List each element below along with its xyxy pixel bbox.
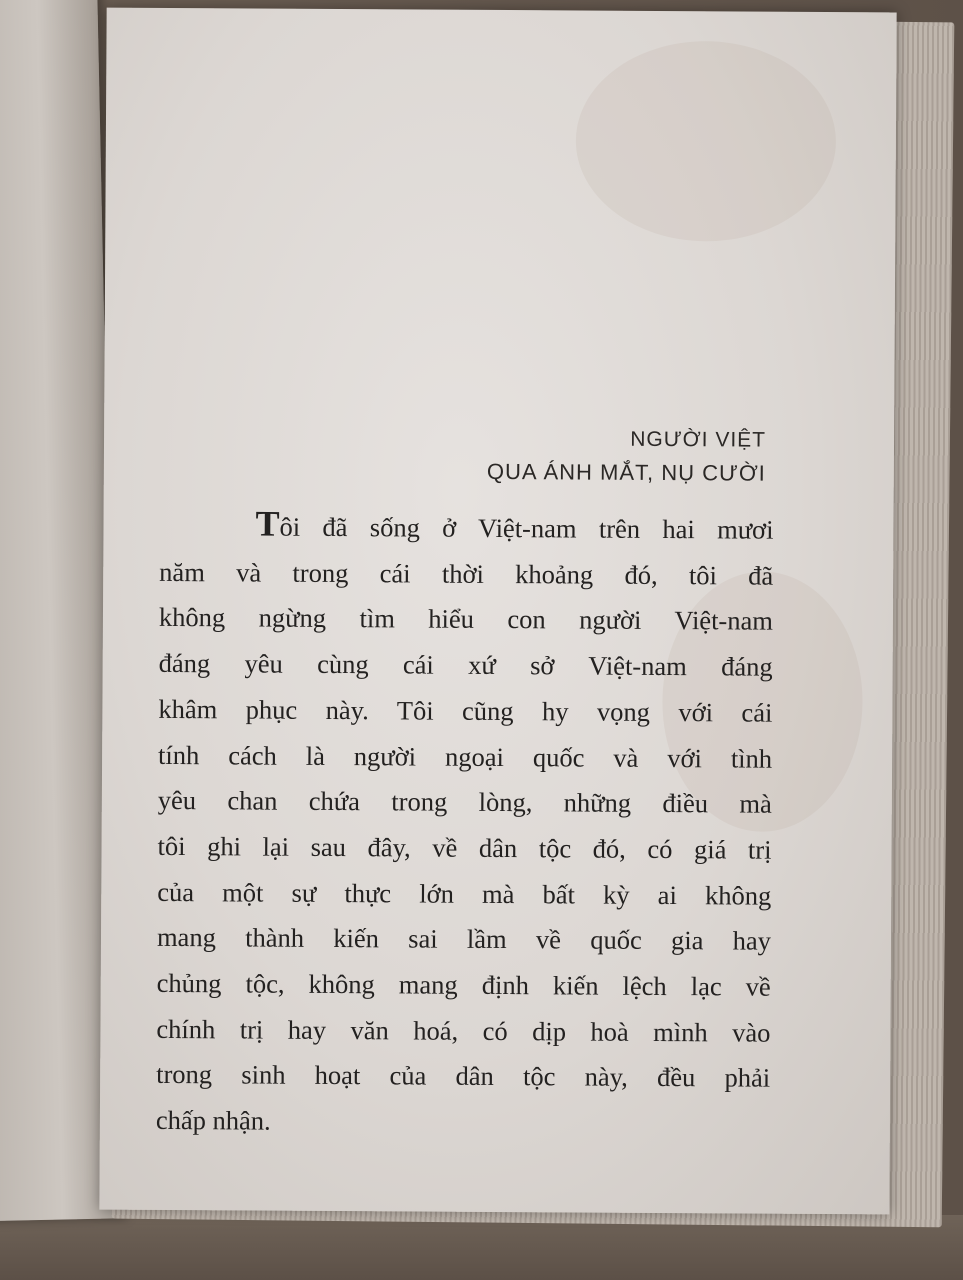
drop-cap: T bbox=[255, 503, 280, 544]
heading-line-1: NGƯỜI VIỆT bbox=[630, 427, 767, 452]
first-line-text: ôi đã sống ở Việt-nam trên hai mươi bbox=[279, 511, 774, 545]
text-line: khâm phục này. Tôi cũng hy vọng với cái bbox=[158, 693, 773, 728]
text-line: chấp nhận. bbox=[155, 1105, 271, 1136]
text-line: đáng yêu cùng cái xứ sở Việt-nam đáng bbox=[158, 648, 773, 682]
text-line: chủng tộc, không mang định kiến lệch lạc về bbox=[156, 967, 771, 1002]
heading-line-2: QUA ÁNH MẮT, NỤ CƯỜI bbox=[486, 458, 766, 486]
text-line: trong sinh hoạt của dân tộc này, đều phải bbox=[156, 1059, 771, 1094]
chapter-heading bbox=[487, 423, 766, 491]
text-line: mang thành kiến sai lầm về quốc gia hay bbox=[156, 922, 772, 957]
text-line bbox=[159, 504, 773, 553]
text-line: tôi ghi lại sau đây, về dân tộc đó, có giá trị bbox=[157, 830, 772, 865]
text-line: không ngừng tìm hiểu con người Việt-nam bbox=[158, 602, 774, 637]
text-line: năm và trong cái thời khoảng đó, tôi đã bbox=[159, 556, 774, 591]
text-line: chính trị hay văn hoá, có dịp hoà mình vào bbox=[156, 1013, 771, 1048]
book-page bbox=[99, 8, 896, 1215]
body-paragraph bbox=[156, 504, 774, 1148]
text-line: của một sự thực lớn mà bất kỳ ai không bbox=[157, 876, 772, 911]
text-line: yêu chan chứa trong lòng, những điều mà bbox=[157, 785, 772, 819]
paper-stain bbox=[575, 40, 836, 242]
text-line: tính cách là người ngoại quốc và với tình bbox=[158, 739, 773, 774]
